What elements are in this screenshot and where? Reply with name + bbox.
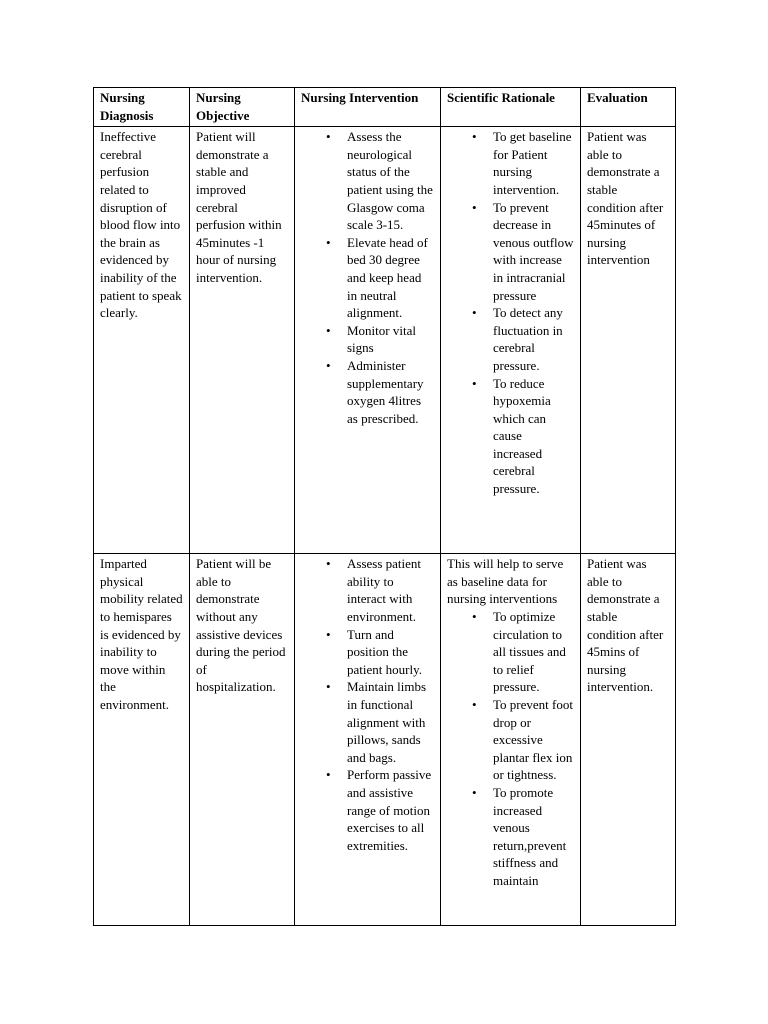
list-item: • Assess the neurological status of the patient using the Glasgow coma scale 3-15. [347, 128, 434, 234]
list-item: • Perform passive and assistive range of motion exercises to all extremities. [347, 766, 434, 854]
list-item: • Maintain limbs in functional alignment with pillows, sands and bags. [347, 678, 434, 766]
rationale-list [447, 128, 574, 497]
nursing-care-plan-table [93, 87, 676, 926]
list-item: • Elevate head of bed 30 degree and keep head in neutral alignment. [347, 234, 434, 322]
evaluation-cell: Patient was able to demonstrate a stable condition after 45mins of nursing intervention. [581, 554, 676, 926]
table-row [94, 554, 676, 926]
intervention-list [301, 555, 434, 854]
list-item: • To promote increased venous return,prevent stiffness and maintain [493, 784, 574, 890]
header-nursing-intervention: Nursing Intervention [295, 88, 441, 127]
intervention-cell [295, 127, 441, 554]
rationale-cell [441, 127, 581, 554]
list-item: • To prevent decrease in venous outflow with increase in intracranial pressure [493, 199, 574, 305]
header-scientific-rationale: Scientific Rationale [441, 88, 581, 127]
table-header-row [94, 88, 676, 127]
list-item: • Monitor vital signs [347, 322, 434, 357]
list-item: • To get baseline for Patient nursing intervention. [493, 128, 574, 198]
rationale-cell [441, 554, 581, 926]
diagnosis-cell: Ineffective cerebral perfusion related to disruption of blood flow into the brain as evidenced by inability of the patient to speak clearly. [94, 127, 190, 554]
objective-cell: Patient will demonstrate a stable and improved cerebral perfusion within 45minutes -1 hour of nursing intervention. [190, 127, 295, 554]
list-item: • Assess patient ability to interact with environment. [347, 555, 434, 625]
list-item: • To optimize circulation to all tissues and to relief pressure. [493, 608, 574, 696]
list-item: • Administer supplementary oxygen 4litres as prescribed. [347, 357, 434, 427]
rationale-intro-text: This will help to serve as baseline data for nursing interventions [447, 556, 564, 607]
diagnosis-cell: Imparted physical mobility related to hemispares is evidenced by inability to move within the environment. [94, 554, 190, 926]
list-item: • To reduce hypoxemia which can cause increased cerebral pressure. [493, 375, 574, 498]
list-item: • To detect any fluctuation in cerebral pressure. [493, 304, 574, 374]
header-evaluation: Evaluation [581, 88, 676, 127]
intervention-list [301, 128, 434, 427]
rationale-list [447, 608, 574, 890]
header-nursing-objective: Nursing Objective [190, 88, 295, 127]
table-row [94, 127, 676, 554]
intervention-cell [295, 554, 441, 926]
list-item: • To prevent foot drop or excessive plantar flex ion or tightness. [493, 696, 574, 784]
objective-cell: Patient will be able to demonstrate without any assistive devices during the period of hospitalization. [190, 554, 295, 926]
list-item: • Turn and position the patient hourly. [347, 626, 434, 679]
header-nursing-diagnosis: Nursing Diagnosis [94, 88, 190, 127]
evaluation-cell: Patient was able to demonstrate a stable condition after 45minutes of nursing intervention [581, 127, 676, 554]
